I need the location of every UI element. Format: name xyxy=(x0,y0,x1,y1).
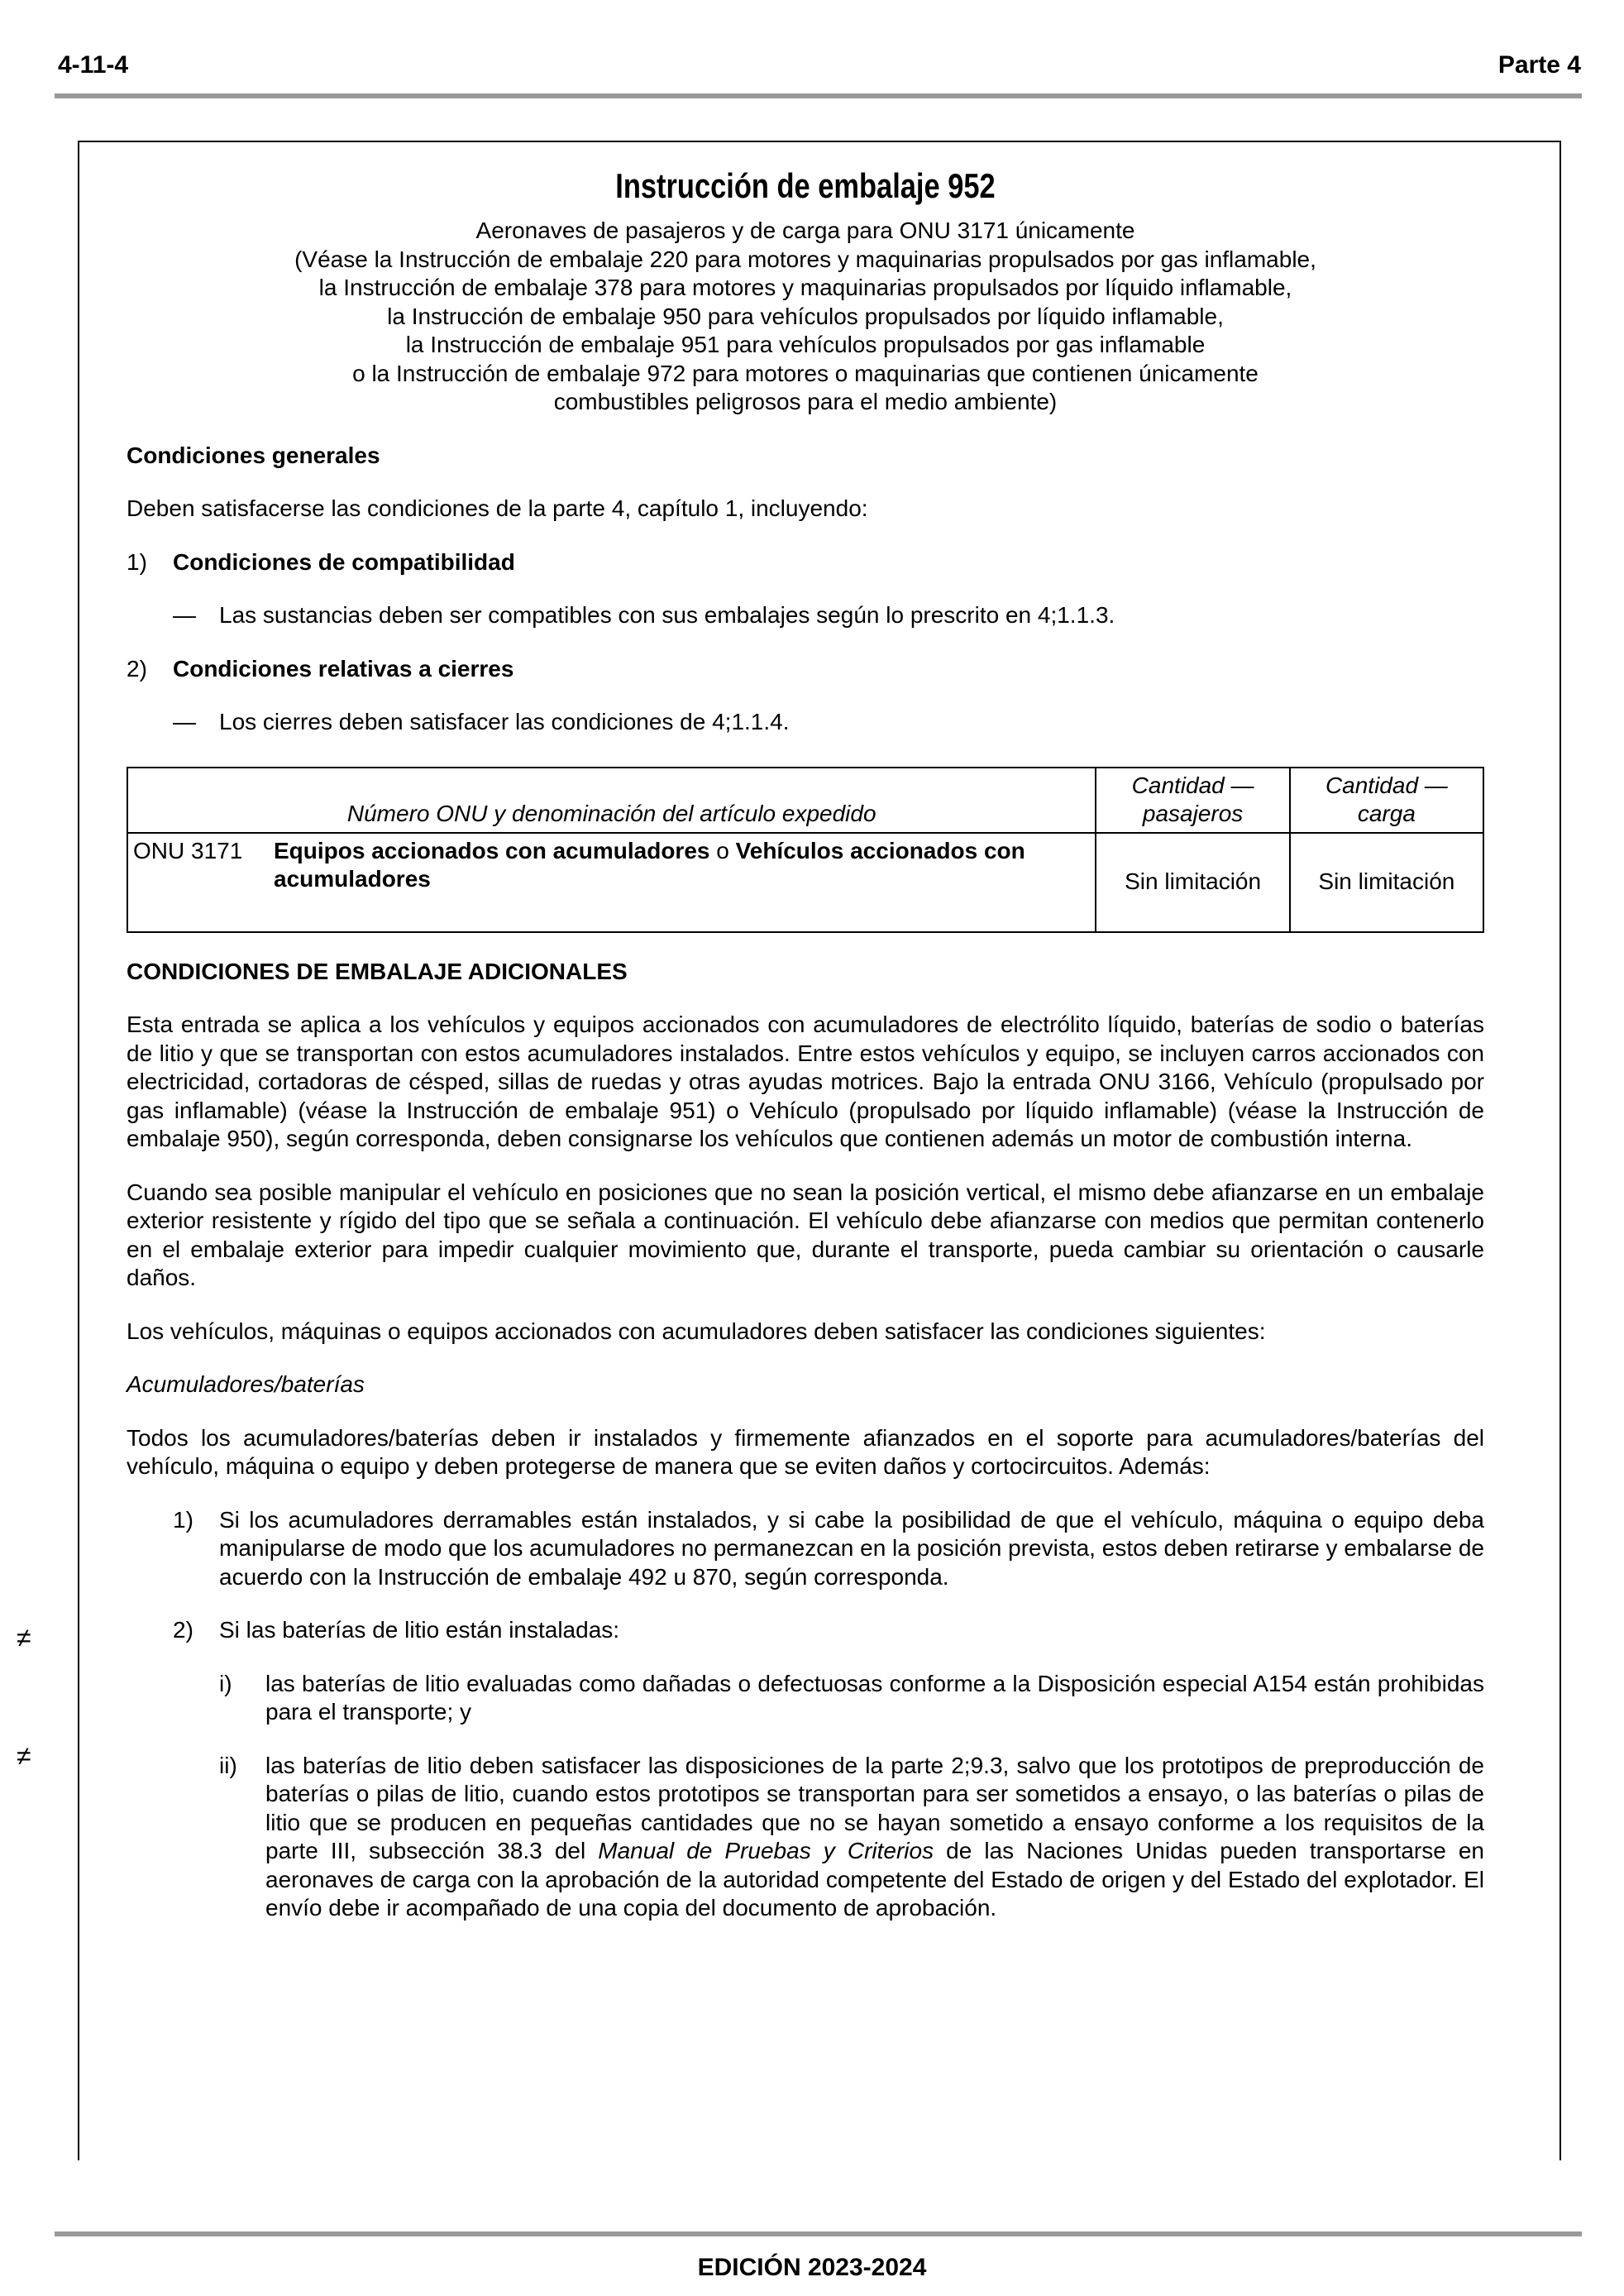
designation-part1: Equipos accionados con acumuladores xyxy=(274,837,710,863)
table-row xyxy=(127,833,1483,932)
sub-item-i xyxy=(127,1670,1484,1727)
page-title: Instrucción de embalaje 952 xyxy=(615,166,996,205)
text-after: de las Naciones Unidas pueden transportarse en aeronaves de carga con la aprobación de la autoridad competente del Estado de origen y del Estado del explotador. El envío debe ir acompañado de una copia del documento de aprobación. xyxy=(265,1838,1485,1921)
sub-item-number: i) xyxy=(219,1670,232,1696)
sub-item-number: ii) xyxy=(219,1752,237,1778)
subtitle-line: la Instrucción de embalaje 950 para vehículos propulsados por líquido inflamable, xyxy=(387,303,1224,329)
item-number: 1) xyxy=(127,548,147,575)
footer-rule xyxy=(55,2231,1582,2236)
sub-item-ii xyxy=(127,1752,1484,1923)
header-passenger-qty: Cantidad — pasajeros xyxy=(1096,768,1289,833)
condition-item-2 xyxy=(127,1616,1484,1645)
quantity-table xyxy=(127,767,1484,933)
subtitle-line: o la Instrucción de embalaje 972 para motores o maquinarias que contienen únicamente xyxy=(352,360,1259,386)
sub-item-text: las baterías de litio evaluadas como dañadas o defectuosas conforme a la Disposición especial A154 están prohibidas para el transporte; y xyxy=(265,1670,1484,1724)
additional-para-1: Esta entrada se aplica a los vehículos y equipos accionados con acumuladores de electrólito líquido, baterías de sodio o baterías de litio y que se transportan con estos acumuladores instalados. Entre estos vehículos y equipo, se incluyen carros accionados con electricidad, cortadoras de césped, sillas de ruedas y otras ayudas motrices. Bajo la entrada ONU 3166, Vehículo (propulsado por gas inflamable) (véase la Instrucción de embalaje 951) o Vehículo (propulsado por líquido inflamable) (véase la Instrucción de embalaje 950), según corresponda, deben consignarse los vehículos que contienen además un motor de combustión interna. xyxy=(127,1012,1484,1151)
document-body xyxy=(127,165,1484,1923)
header-rule xyxy=(55,93,1582,98)
subtitle-line: (Véase la Instrucción de embalaje 220 para motores y maquinarias propulsados por gas inflamable, xyxy=(294,246,1316,272)
subtitle-line: la Instrucción de embalaje 951 para vehículos propulsados por gas inflamable xyxy=(405,332,1206,357)
subtitle-line: combustibles peligrosos para el medio ambiente) xyxy=(553,389,1058,414)
dash-mark: — xyxy=(173,602,196,628)
header-un-number: Número ONU y denominación del artículo expedido xyxy=(127,768,1096,833)
part-label: Parte 4 xyxy=(1497,51,1581,79)
item-number: 2) xyxy=(127,655,147,682)
item-text: Las sustancias deben ser compatibles con sus embalajes según lo prescrito en 4;1.1.3. xyxy=(219,602,1115,628)
additional-para-2: Cuando sea posible manipular el vehículo en posiciones que no sean la posición vertical, el mismo debe afianzarse en un embalaje exterior resistente y rígido del tipo que se señala a continuación. El vehículo debe afianzarse con medios que permitan contenerlo en el embalaje exterior para impedir cualquier movimiento que, durante el transporte, pueda cambiar su orientación o causarle daños. xyxy=(127,1179,1484,1290)
subtitle-line: Aeronaves de pasajeros y de carga para ONU 3171 únicamente xyxy=(475,218,1135,243)
change-mark-2: ≠ xyxy=(17,1741,31,1771)
item-number: 1) xyxy=(173,1506,193,1533)
compat-item xyxy=(127,548,1484,577)
table-header-row xyxy=(127,768,1483,833)
batteries-subheading: Acumuladores/baterías xyxy=(127,1371,365,1397)
un-code: ONU 3171 xyxy=(133,837,243,863)
un-entry-cell xyxy=(127,833,1096,932)
dash-mark: — xyxy=(173,709,196,734)
page-number: 4-11-4 xyxy=(58,51,129,79)
edition-label: EDICIÓN 2023-2024 xyxy=(697,2254,927,2281)
subtitle-block xyxy=(127,217,1484,417)
change-mark-1: ≠ xyxy=(17,1623,31,1653)
header-cargo-qty: Cantidad — carga xyxy=(1290,768,1483,833)
text-before: las baterías de litio deben satisfacer las disposiciones de la parte 2;9.3, salvo que los prototipos de preproducción de baterías o pilas de litio, cuando estos prototipos se transportan para ser sometidos a ensayo, o las baterías o pilas de litio que se producen en pequeñas cantidades que no se hayan sometido a ensayo conforme a los requisitos de la parte III, subsección 38.3 del xyxy=(265,1752,1484,1863)
designation-conj: o xyxy=(709,837,736,863)
general-heading: Condiciones generales xyxy=(127,442,380,468)
closure-item xyxy=(127,655,1484,684)
additional-para-4: Todos los acumuladores/baterías deben ir instalados y firmemente afianzados en el soporte para acumuladores/baterías del vehículo, máquina o equipo y deben protegerse de manera que se eviten daños y cortocircuitos. Además: xyxy=(127,1424,1484,1479)
item-text: Si las baterías de litio están instaladas: xyxy=(219,1617,620,1643)
subtitle-line: la Instrucción de embalaje 378 para motores y maquinarias propulsados por líquido inflamable, xyxy=(318,275,1292,300)
item-number: 2) xyxy=(173,1617,193,1643)
additional-para-3: Los vehículos, máquinas o equipos accionados con acumuladores deben satisfacer las condiciones siguientes: xyxy=(127,1318,1266,1344)
item-text: Los cierres deben satisfacer las condiciones de 4;1.1.4. xyxy=(219,709,790,734)
designation-part2: Vehículos accionados con acumuladores xyxy=(274,837,1025,892)
un-designation xyxy=(274,837,1090,894)
sub-item-text xyxy=(265,1752,1484,1923)
general-intro: Deben satisfacerse las condiciones de la parte 4, capítulo 1, incluyendo: xyxy=(127,495,868,521)
manual-title: Manual de Pruebas y Criterios xyxy=(598,1838,934,1863)
item-text: Si los acumuladores derramables están instalados, y si cabe la posibilidad de que el vehículo, máquina o equipo deba manipularse de modo que los acumuladores no permanezcan en la posición prevista, estos deben retirarse y embalarse de acuerdo con la Instrucción de embalaje 492 u 870, según corresponda. xyxy=(219,1506,1484,1590)
condition-item-1 xyxy=(127,1506,1484,1592)
item-heading: Condiciones de compatibilidad xyxy=(173,548,515,575)
cargo-qty-cell: Sin limitación xyxy=(1290,833,1483,932)
passenger-qty-cell: Sin limitación xyxy=(1096,833,1289,932)
additional-heading: CONDICIONES DE EMBALAJE ADICIONALES xyxy=(127,958,628,984)
item-heading: Condiciones relativas a cierres xyxy=(173,655,514,682)
compat-text xyxy=(127,601,1484,630)
closure-text xyxy=(127,708,1484,737)
